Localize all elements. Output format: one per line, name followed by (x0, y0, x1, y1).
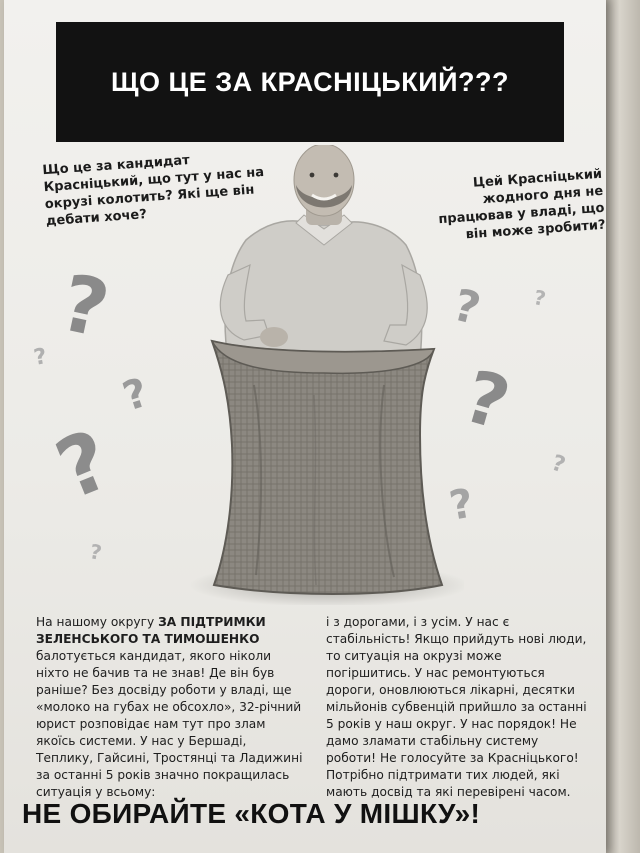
body-text-right: і з дорогами, і з усім. У нас є стабільність! Якщо прийдуть нові люди, то ситуація на окрузі може погіршитись. У нас ремонтуються дороги, оновлюються лікарні, десятки мільйонів субвенцій прийшло за останні 5 років у наш округ. У нас порядок! Не дамо зламати стабільну систему роботи! Не голосуйте за Красніцького! Потрібно підтримати тих людей, які мають досвід та які перевірені часом. (326, 615, 587, 799)
question-mark-icon: ? (448, 279, 486, 336)
title-banner (56, 22, 564, 142)
question-mark-icon: ? (31, 344, 49, 371)
question-mark-icon: ? (548, 450, 569, 479)
man-in-sack-photo (184, 145, 464, 605)
table-edge (606, 0, 640, 853)
left-quote: Що це за кандидат Красніцький, що тут у нас на окрузі колотить? Які ще він дебати хоче? (41, 153, 265, 230)
question-mark-icon: ? (446, 480, 478, 530)
question-mark-icon: ? (53, 258, 117, 356)
body-left-highlight: ЗА ПІДТРИМКИ ЗЕЛЕНСЬКОГО ТА ТИМОШЕНКО (36, 615, 266, 646)
right-quote: Цей Красніцький жодного дня не працював у владі, що він може зробити? (437, 166, 606, 243)
question-mark-icon: ? (43, 412, 124, 519)
bottom-slogan: НЕ ОБИРАЙТЕ «КОТА У МІШКУ»! (22, 798, 481, 829)
question-mark-icon: ? (455, 353, 519, 447)
question-mark-icon: ? (88, 539, 104, 565)
body-left-rest: балотується кандидат, якого ніколи ніхто не бачив та не знав! Де він був раніше? Без досвіду роботи у владі, ще «молоко на губах не обсохло», 32-річний юрист розповідає нам тут про злам якоїсь системи. У нас у Бершаді, Теплику, Гайсині, Тростянці та Ладижині за останні 5 років значно покращилась ситуація у всьому: (36, 649, 303, 799)
page-title: ЩО ЦЕ ЗА КРАСНІЦЬКИЙ??? (110, 66, 509, 97)
question-mark-icon: ? (117, 369, 154, 421)
flyer-page (4, 0, 606, 853)
body-text-left (36, 614, 304, 801)
question-mark-icon: ? (531, 285, 548, 311)
body-left-intro: На нашому округу (36, 615, 159, 629)
